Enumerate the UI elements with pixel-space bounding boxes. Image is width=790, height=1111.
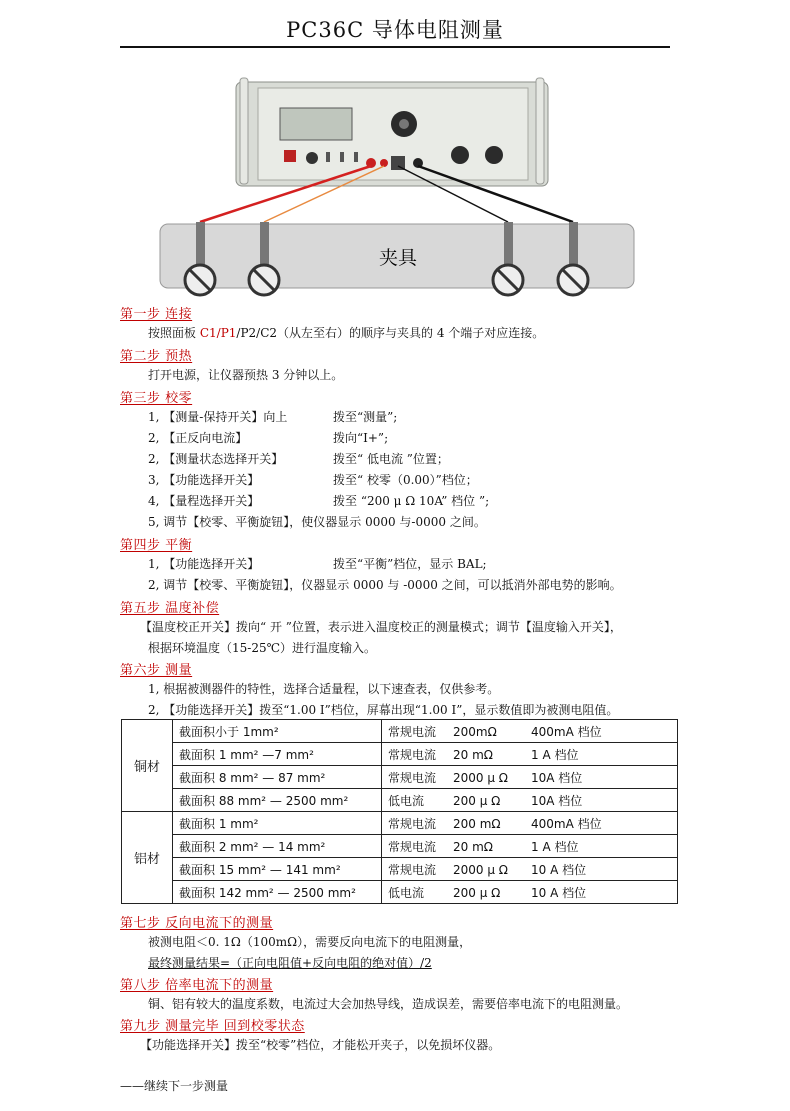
lcd-display xyxy=(280,108,352,140)
current-range-cell: 常规电流 2000 μ Ω 10A 档位 xyxy=(382,766,678,789)
step1-line: 按照面板 C1/P1/P2/C2（从左至右）的顺序与夹具的 4 个端子对应连接。 xyxy=(148,326,545,340)
right-handle xyxy=(536,78,544,184)
clamp-2 xyxy=(249,265,279,295)
step6-line2: 2, 【功能选择开关】拨至“1.00 I”档位，屏幕出现“1.00 I”，显示数值即为被测电阻值。 xyxy=(148,703,619,717)
step3-item5-label: 4, 【量程选择开关】 xyxy=(148,494,260,508)
temp-knob xyxy=(485,146,503,164)
section-cell: 截面积 2 mm² — 14 mm² xyxy=(173,835,382,858)
step6-heading: 第六步 测量 xyxy=(120,663,193,678)
current-range-cell: 常规电流 20 mΩ 1 A 档位 xyxy=(382,835,678,858)
current-range-cell: 低电流 200 μ Ω 10A 档位 xyxy=(382,789,678,812)
table-row xyxy=(122,789,678,812)
table-row xyxy=(122,881,678,904)
clamp-3 xyxy=(493,265,523,295)
table-row xyxy=(122,812,678,835)
step2-heading: 第二步 预热 xyxy=(120,349,193,364)
section-cell: 截面积 88 mm² — 2500 mm² xyxy=(173,789,382,812)
current-range-cell: 常规电流 2000 μ Ω 10 A 档位 xyxy=(382,858,678,881)
step3-item3-value: 拨至“ 低电流 ”位置； xyxy=(333,452,449,466)
instrument xyxy=(236,78,548,186)
step9-heading: 第九步 测量完毕 回到校零状态 xyxy=(120,1019,305,1034)
current-range-cell: 低电流 200 μ Ω 10 A 档位 xyxy=(382,881,678,904)
range-reference-table xyxy=(121,719,678,904)
step3-item5-value: 拨至 “200 μ Ω 10A” 档位 ”; xyxy=(333,494,490,508)
power-switch xyxy=(284,150,296,162)
table-row xyxy=(122,835,678,858)
step4-item1-value: 拨至“平衡”档位，显示 BAL; xyxy=(333,557,487,571)
clamp-4 xyxy=(558,265,588,295)
section-cell: 截面积 8 mm² — 87 mm² xyxy=(173,766,382,789)
step3-item6: 5, 调节【校零、平衡旋钮】，使仪器显示 0000 与-0000 之间。 xyxy=(148,515,486,529)
step6-line1: 1, 根据被测器件的特性，选择合适量程，以下速查表，仅供参考。 xyxy=(148,682,500,696)
current-range-cell: 常规电流 20 mΩ 1 A 档位 xyxy=(382,743,678,766)
current-range-cell: 常规电流 200mΩ 400mA 档位 xyxy=(382,720,678,743)
material-copper: 铜材 xyxy=(122,720,173,812)
step5-line2: 根据环境温度（15-25℃）进行温度输入。 xyxy=(148,641,377,655)
step2-line: 打开电源，让仪器预热 3 分钟以上。 xyxy=(148,368,344,382)
step3-heading: 第三步 校零 xyxy=(120,391,193,406)
step5-line1: 【温度校正开关】拨向“ 开 ”位置，表示进入温度校正的测量模式；调节【温度输入开关】， xyxy=(140,620,622,634)
step4-item1-label: 1, 【功能选择开关】 xyxy=(148,557,260,571)
page-title: PC36C 导体电阻测量 xyxy=(286,18,504,42)
step4-item2: 2, 调节【校零、平衡旋钮】，仪器显示 0000 与 -0000 之间，可以抵消外部电势的影响。 xyxy=(148,578,622,592)
step8-heading: 第八步 倍率电流下的测量 xyxy=(120,978,274,993)
step7-line1: 被测电阻＜0. 1Ω（100mΩ），需要反向电流下的电阻测量， xyxy=(148,935,472,949)
table-row xyxy=(122,720,678,743)
step3-item4-label: 3, 【功能选择开关】 xyxy=(148,473,260,487)
footer-continue: ——继续下一步测量 xyxy=(120,1079,229,1093)
step1-heading: 第一步 连接 xyxy=(120,307,193,322)
step5-heading: 第五步 温度补偿 xyxy=(120,601,220,616)
small-knob xyxy=(306,152,318,164)
instrument-fixture-figure xyxy=(0,0,790,305)
step3-item1-value: 拨至“测量”; xyxy=(333,410,398,424)
step3-item3-label: 2, 【测量状态选择开关】 xyxy=(148,452,284,466)
step3-item2-label: 2, 【正反向电流】 xyxy=(148,431,248,445)
material-aluminum: 铝材 xyxy=(122,812,173,904)
table-row xyxy=(122,743,678,766)
step3-item1-label: 1, 【测量-保持开关】向上 xyxy=(148,410,288,424)
table-row xyxy=(122,766,678,789)
section-cell: 截面积小于 1mm² xyxy=(173,720,382,743)
section-cell: 截面积 142 mm² — 2500 mm² xyxy=(173,881,382,904)
fixture-label: 夹具 xyxy=(378,247,418,269)
section-cell: 截面积 1 mm² —7 mm² xyxy=(173,743,382,766)
clamp-1 xyxy=(185,265,215,295)
step4-heading: 第四步 平衡 xyxy=(120,538,193,553)
terminal-p1 xyxy=(380,159,388,167)
section-cell: 截面积 15 mm² — 141 mm² xyxy=(173,858,382,881)
step8-line1: 铜、铝有较大的温度系数，电流过大会加热导线，造成误差，需要倍率电流下的电阻测量。 xyxy=(148,997,629,1011)
step3-item2-value: 拨向“I+”; xyxy=(333,431,389,445)
step7-heading: 第七步 反向电流下的测量 xyxy=(120,916,274,931)
section-cell: 截面积 1 mm² xyxy=(173,812,382,835)
step3-item4-value: 拨至“ 校零（0.00）”档位； xyxy=(333,473,478,487)
left-handle xyxy=(240,78,248,184)
step9-line1: 【功能选择开关】拨至“校零”档位，才能松开夹子，以免损坏仪器。 xyxy=(140,1038,501,1052)
zero-knob xyxy=(451,146,469,164)
current-range-cell: 常规电流 200 mΩ 400mA 档位 xyxy=(382,812,678,835)
step7-formula: 最终测量结果=（正向电阻值+反向电阻的绝对值）/2 xyxy=(148,956,432,970)
table-row xyxy=(122,858,678,881)
